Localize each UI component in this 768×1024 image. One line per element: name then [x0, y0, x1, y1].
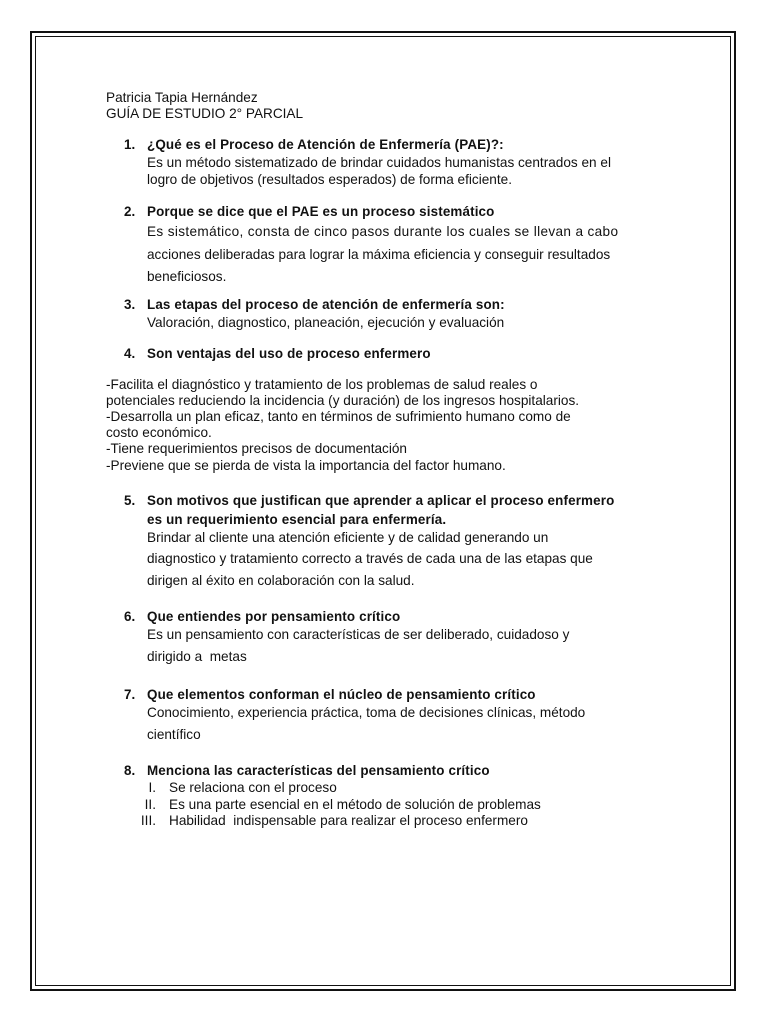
question-number: 4. [124, 345, 136, 361]
list-item [106, 813, 666, 830]
answer-line: dirigen al éxito en colaboración con la salud. [147, 572, 415, 588]
list-item-text: Es una parte esencial en el método de solución de problemas [169, 796, 541, 812]
list-item [106, 780, 666, 797]
question-number: 8. [124, 763, 136, 779]
question-2 [106, 202, 666, 289]
question-6 [106, 607, 666, 667]
question-number: 5. [124, 492, 136, 508]
list-item-text: Se relaciona con el proceso [169, 780, 337, 796]
answer-line: científico [147, 726, 201, 742]
question-title: es un requerimiento esencial para enfermería. [147, 511, 447, 527]
list-item [106, 797, 666, 814]
answer-line: -Desarrolla un plan eficaz, tanto en términos de sufrimiento humano como de [106, 408, 571, 424]
answer-line: Valoración, diagnostico, planeación, ejecución y evaluación [147, 314, 505, 330]
answer-line: dirigido a metas [147, 648, 247, 664]
question-8-answer [106, 780, 666, 830]
answer-line: logro de objetivos (resultados esperados) de forma eficiente. [147, 172, 512, 187]
question-title: Porque se dice que el PAE es un proceso sistemático [147, 204, 495, 219]
answer-line: -Previene que se pierda de vista la importancia del factor humano. [106, 457, 506, 473]
roman-numeral: I. [148, 780, 156, 796]
answer-line: potenciales reduciendo la incidencia (y duración) de los ingresos hospitalarios. [106, 392, 580, 408]
answer-line: Es un pensamiento con características de ser deliberado, cuidadoso y [147, 627, 570, 643]
answer-line: Conocimiento, experiencia práctica, toma de decisiones clínicas, método [147, 705, 586, 721]
question-title: Las etapas del proceso de atención de enfermería son: [147, 296, 505, 312]
question-4-answer [106, 377, 666, 474]
answer-line: diagnostico y tratamiento correcto a través de cada una de las etapas que [147, 551, 593, 567]
answer-line: Brindar al cliente una atención eficiente y de calidad generando un [147, 529, 549, 545]
question-number: 7. [124, 687, 136, 703]
characteristics-list [106, 780, 666, 830]
question-title: Son ventajas del uso de proceso enfermero [147, 345, 431, 361]
roman-numeral: III. [140, 813, 156, 829]
question-list [106, 135, 666, 830]
question-title: ¿Qué es el Proceso de Atención de Enfermería (PAE)?: [147, 137, 504, 152]
answer-line: -Tiene requerimientos precisos de documentación [106, 441, 407, 457]
document-body [106, 90, 666, 830]
list-item-text: Habilidad indispensable para realizar el proceso enfermero [169, 813, 528, 829]
answer-line: acciones deliberadas para lograr la máxima eficiencia y conseguir resultados [147, 246, 611, 262]
question-8 [106, 761, 666, 780]
question-title: Que elementos conforman el núcleo de pensamiento crítico [147, 687, 536, 703]
answer-line: Es sistemático, consta de cinco pasos durante los cuales se llevan a cabo [147, 224, 619, 239]
question-number: 2. [124, 204, 136, 219]
question-number: 1. [124, 137, 136, 152]
question-title: Son motivos que justifican que aprender a aplicar el proceso enfermero [147, 492, 615, 508]
question-number: 3. [124, 296, 136, 312]
question-4 [106, 344, 666, 363]
author-name: Patricia Tapia Hernández [106, 90, 258, 105]
question-5 [106, 491, 666, 592]
question-7 [106, 685, 666, 745]
question-number: 6. [124, 609, 136, 625]
question-3 [106, 295, 666, 331]
answer-line: -Facilita el diagnóstico y tratamiento de los problemas de salud reales o [106, 376, 538, 392]
answer-line: costo económico. [106, 425, 212, 441]
answer-line: beneficiosos. [147, 269, 227, 284]
roman-numeral: II. [144, 796, 156, 812]
answer-line: Es un método sistematizado de brindar cuidados humanistas centrados en el [147, 155, 611, 170]
question-title: Menciona las características del pensamiento crítico [147, 763, 490, 779]
question-title: Que entiendes por pensamiento crítico [147, 609, 401, 625]
question-1 [106, 135, 666, 188]
document-subtitle: GUÍA DE ESTUDIO 2° PARCIAL [106, 105, 304, 121]
